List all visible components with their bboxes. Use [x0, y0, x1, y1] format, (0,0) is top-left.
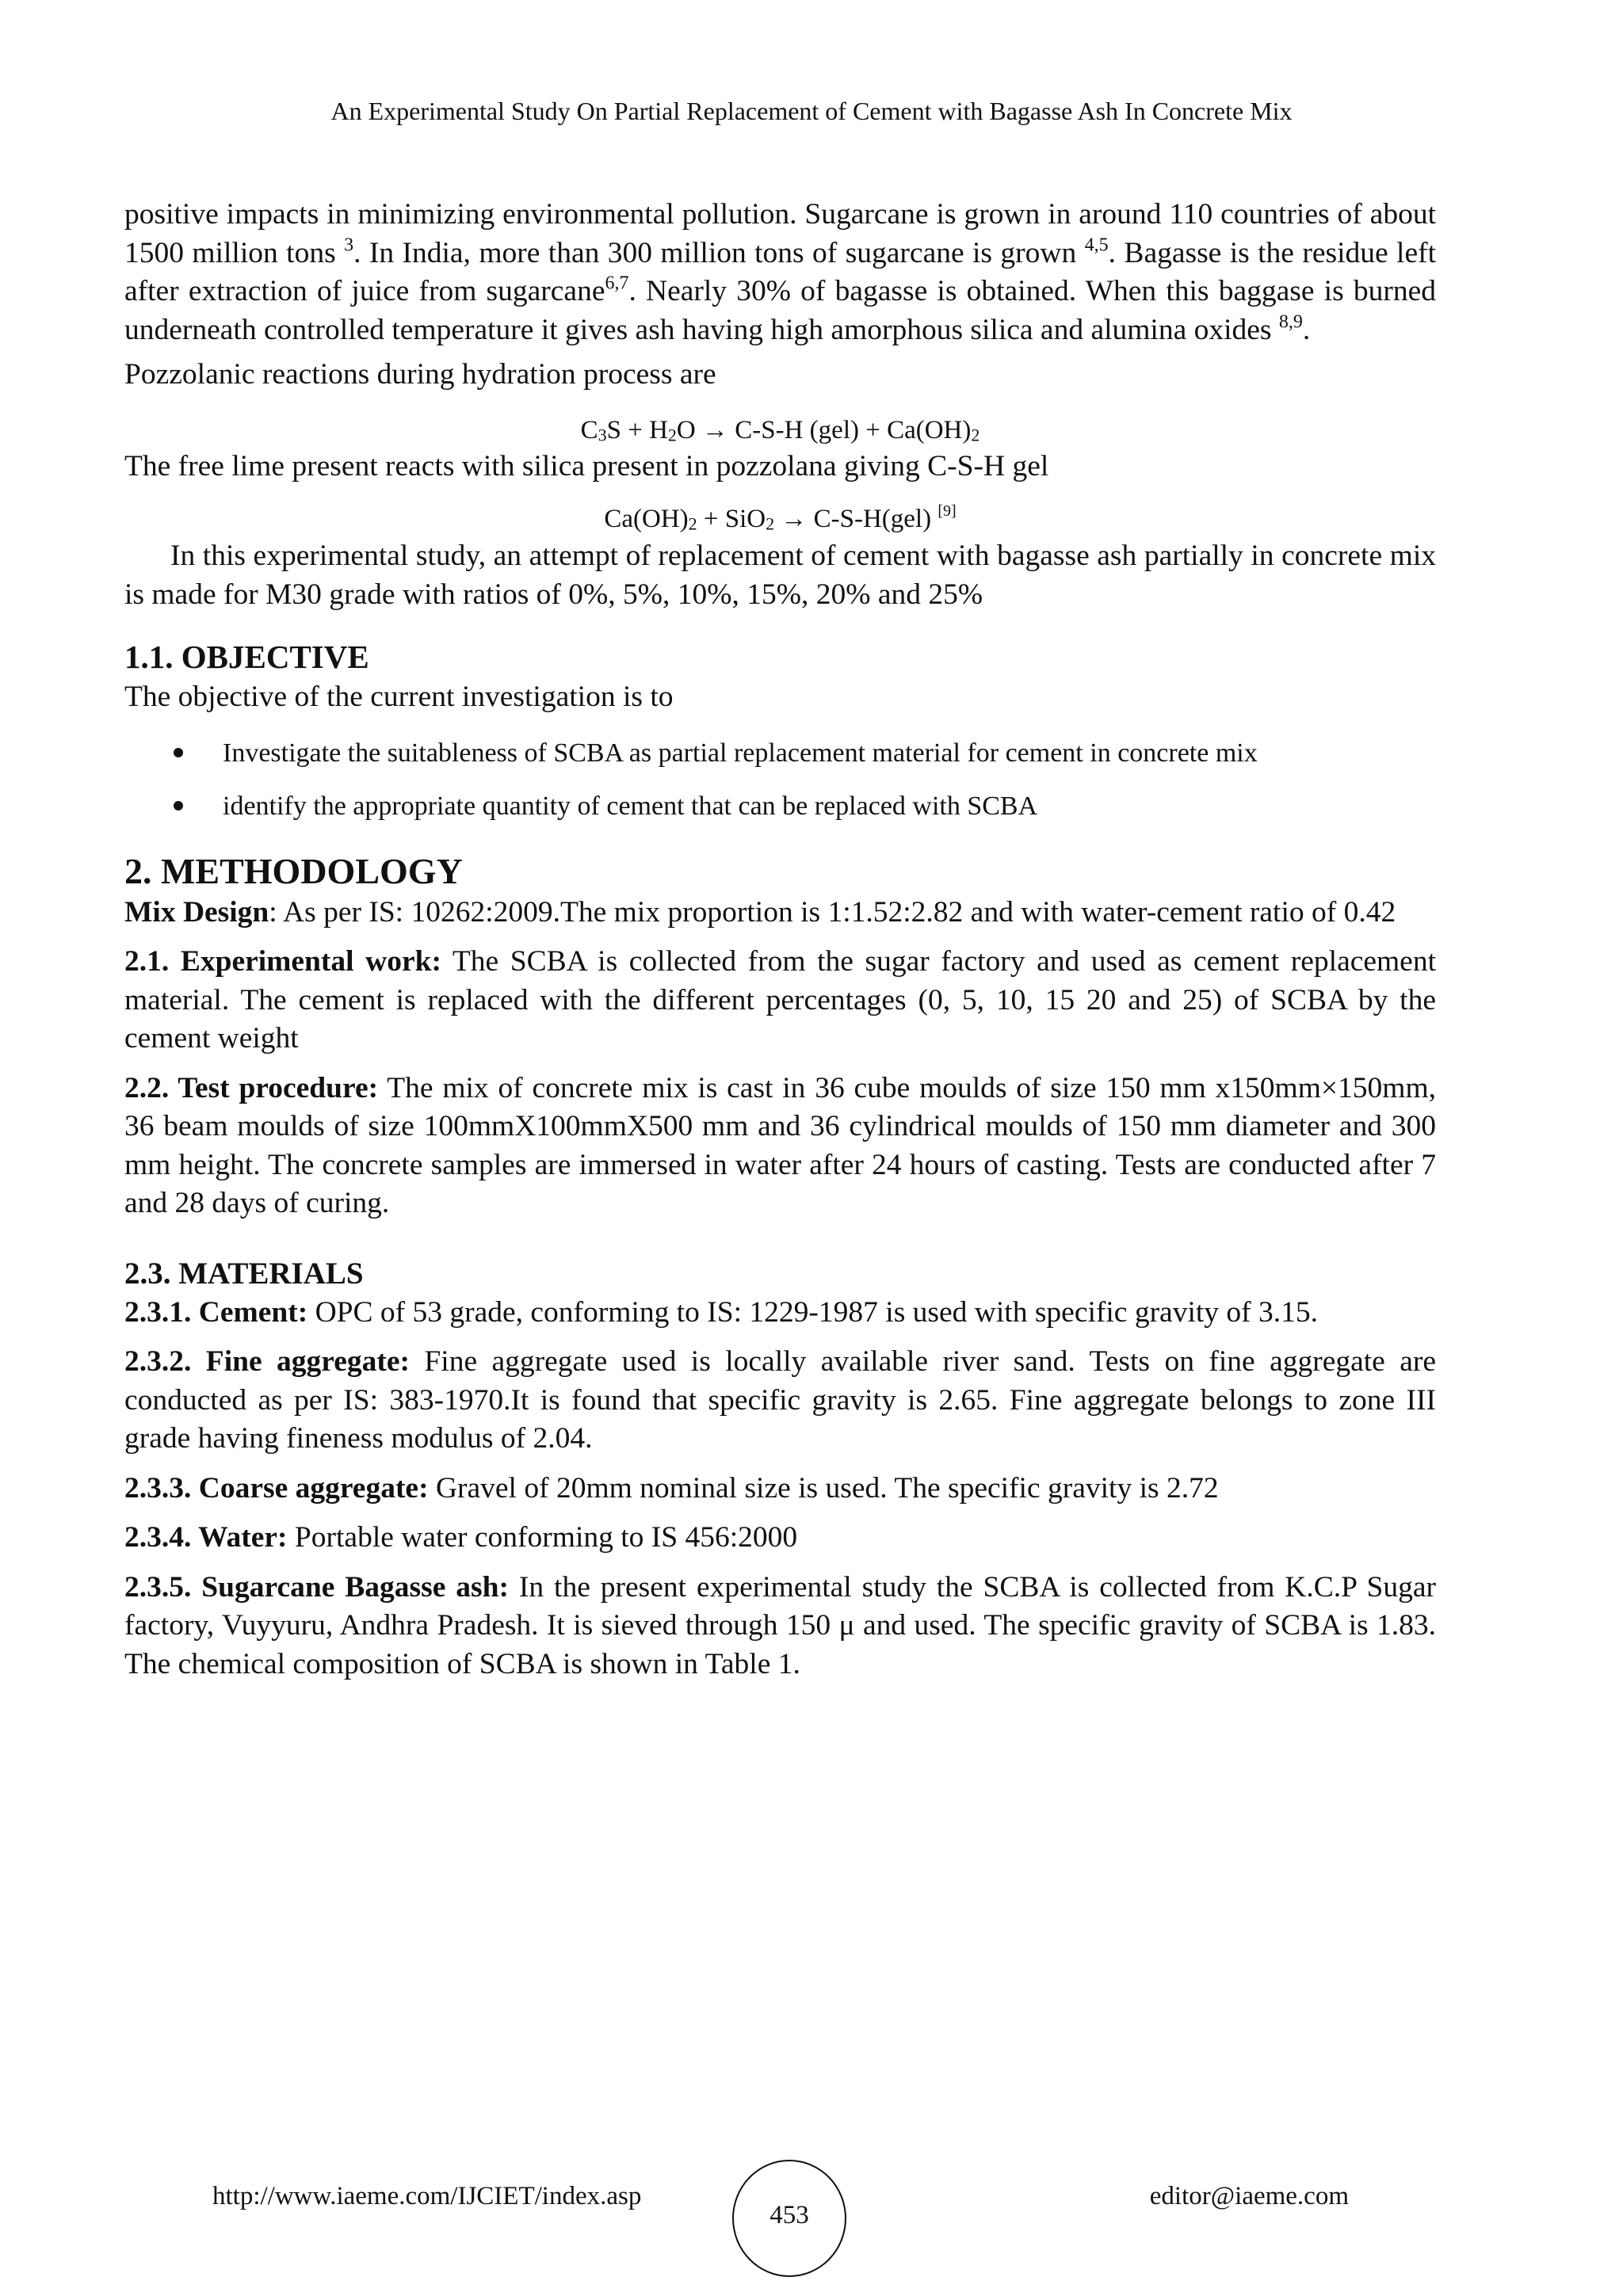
mix-design-paragraph: [124, 894, 1436, 933]
citation-superscript: [9]: [938, 502, 957, 520]
scba-text: In the present experimental study the SCBA is collected from K.C.P Sugar factory, Vuyyuru, Andhra Pradesh. It is sieved through 150 μ and used. The specific gravity of SCBA is 1.83. The chemical composition of SCBA is shown in Table 1.: [124, 1570, 1436, 1680]
subscript: 2: [766, 513, 775, 534]
objective-heading: 1.1. OBJECTIVE: [124, 639, 369, 675]
test-procedure-label: 2.2. Test procedure:: [124, 1071, 379, 1104]
water-paragraph: [124, 1519, 1436, 1558]
main-content: [124, 196, 1436, 1684]
fine-aggregate-paragraph: [124, 1343, 1436, 1459]
intro-paragraph: [124, 196, 1436, 349]
cement-label: 2.3.1. Cement:: [124, 1295, 308, 1329]
text-run: O → C-S-H (gel) + Ca(OH): [676, 415, 972, 444]
running-header: An Experimental Study On Partial Replacement of Cement with Bagasse Ash In Concrete Mix: [330, 97, 1293, 125]
coarse-aggregate-label: 2.3.3. Coarse aggregate:: [124, 1471, 429, 1505]
test-procedure-paragraph: [124, 1070, 1436, 1223]
scba-label: 2.3.5. Sugarcane Bagasse ash:: [124, 1570, 509, 1604]
editor-email[interactable]: editor@iaeme.com: [1149, 2182, 1349, 2210]
text-run: . In India, more than 300 million tons of sugarcane is grown: [353, 236, 1085, 269]
hydration-equation: [124, 414, 1436, 447]
objective-list: [124, 736, 1436, 824]
coarse-aggregate-paragraph: [124, 1470, 1436, 1508]
citation-superscript: 3: [344, 235, 354, 256]
mix-design-label: Mix Design: [124, 895, 269, 929]
objective-item-text: identify the appropriate quantity of cement that can be replaced with SCBA: [223, 791, 1038, 821]
objective-item-text: Investigate the suitableness of SCBA as partial replacement material for cement in concrete mix: [223, 738, 1258, 768]
experimental-work-label: 2.1. Experimental work:: [124, 945, 441, 978]
text-run: .: [1302, 313, 1311, 346]
cement-paragraph: [124, 1294, 1436, 1333]
materials-heading: 2.3. MATERIALS: [124, 1256, 364, 1291]
methodology-heading: 2. METHODOLOGY: [124, 850, 463, 891]
text-run: positive impacts in minimizing environmental pollution. Sugarcane is grown in around 110 countries of about 1500 million tons: [124, 198, 1436, 269]
text-run: → C-S-H(gel): [774, 505, 938, 533]
text-run: . Nearly 30% of bagasse is obtained. When this baggase is burned underneath controlled temperature it gives ash having high amorphous silica and alumina oxides: [124, 275, 1436, 346]
subscript: 2: [688, 513, 697, 534]
page-number: 453: [769, 2201, 809, 2229]
text-run: + SiO: [697, 505, 766, 533]
fine-aggregate-text: Fine aggregate used is locally available river sand. Tests on fine aggregate are conducted as per IS: 383-1970.It is found that specific gravity is 2.65. Fine aggregate belongs to zone III grade having fineness modulus of 2.04.: [124, 1345, 1436, 1455]
pozzolanic-equation: [124, 502, 1436, 536]
study-scope-paragraph: In this experimental study, an attempt of replacement of cement with bagasse ash partially in concrete mix is made for M30 grade with ratios of 0%, 5%, 10%, 15%, 20% and 25%: [124, 540, 1436, 611]
text-run: C: [580, 415, 598, 444]
fine-aggregate-label: 2.3.2. Fine aggregate:: [124, 1345, 411, 1378]
subscript: 2: [971, 424, 980, 444]
objective-item: [124, 736, 1436, 771]
subscript: 2: [667, 424, 677, 444]
water-label: 2.3.4. Water:: [124, 1521, 288, 1554]
page-number-badge: [732, 2160, 846, 2277]
test-procedure-text: The mix of concrete mix is cast in 36 cube moulds of size 150 mm x150mm×150mm, 36 beam moulds of size 100mmX100mmX500 mm and 36 cylindrical moulds of 150 mm diameter and 300 mm height. The concrete samples are immersed in water after 24 hours of casting. Tests are conducted after 7 and 28 days of curing.: [124, 1071, 1437, 1219]
experimental-work-text: The SCBA is collected from the sugar factory and used as cement replacement material. The cement is replaced with the different percentages (0, 5, 10, 15 20 and 25) of SCBA by the cement weight: [124, 945, 1436, 1055]
pozzolanic-intro-text: Pozzolanic reactions during hydration process are: [124, 358, 716, 391]
text-run: Ca(OH): [604, 505, 689, 533]
scba-paragraph: [124, 1569, 1436, 1684]
cement-text: OPC of 53 grade, conforming to IS: 1229-1987 is used with specific gravity of 3.15.: [307, 1295, 1319, 1329]
experimental-work-paragraph: [124, 943, 1436, 1058]
journal-url[interactable]: http://www.iaeme.com/IJCIET/index.asp: [212, 2182, 642, 2210]
citation-superscript: 8,9: [1278, 311, 1303, 333]
coarse-aggregate-text: Gravel of 20mm nominal size is used. The specific gravity is 2.72: [428, 1471, 1219, 1505]
citation-superscript: 6,7: [605, 273, 629, 294]
mix-design-text: : As per IS: 10262:2009.The mix proportion is 1:1.52:2.82 and with water-cement ratio of 0.42: [269, 895, 1396, 929]
objective-intro: The objective of the current investigation is to: [124, 681, 674, 713]
bullet-icon: [174, 748, 183, 757]
water-text: Portable water conforming to IS 456:2000: [287, 1521, 798, 1554]
text-run: S + H: [606, 415, 668, 444]
subscript: 3: [598, 424, 607, 444]
text-run: . Bagasse is the residue left after extraction of juice from sugarcane: [124, 236, 1437, 307]
page-footer: [0, 2169, 1623, 2229]
free-lime-text: The free lime present reacts with silica present in pozzolana giving C-S-H gel: [124, 449, 1049, 482]
objective-item: [124, 789, 1436, 824]
bullet-icon: [174, 801, 183, 810]
citation-superscript: 4,5: [1084, 235, 1109, 256]
